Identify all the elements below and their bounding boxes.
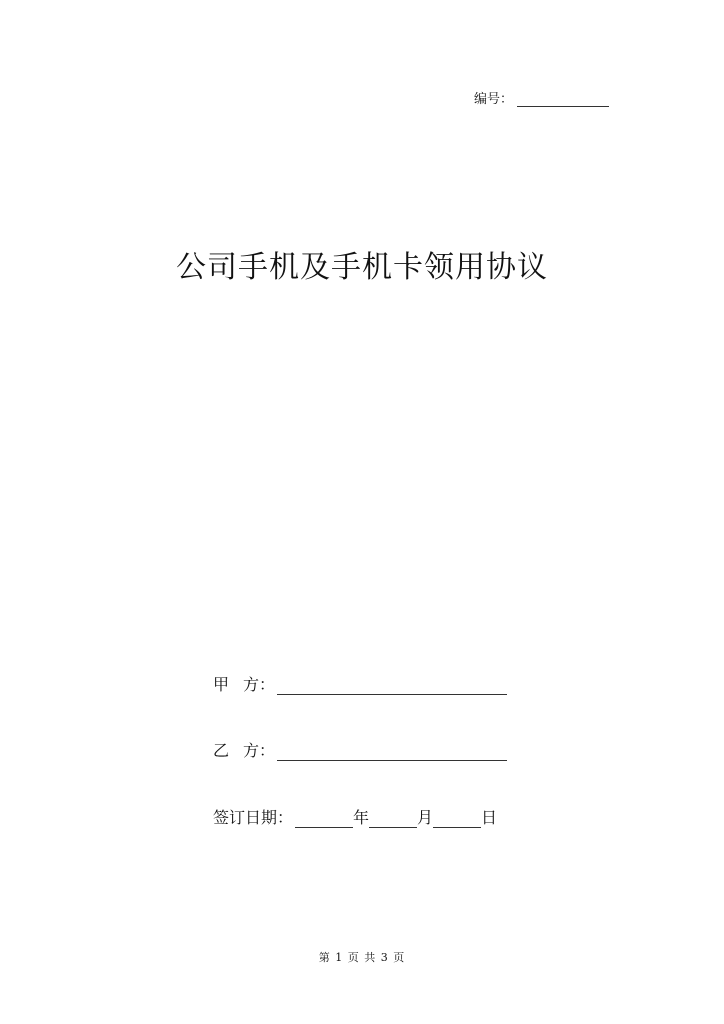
sign-date-label: 签订日期： bbox=[213, 808, 294, 827]
party-a-suffix: 方： bbox=[243, 675, 276, 694]
month-label: 月 bbox=[417, 808, 434, 827]
year-label: 年 bbox=[353, 808, 370, 827]
year-blank[interactable] bbox=[295, 809, 353, 828]
document-title: 公司手机及手机卡领用协议 bbox=[176, 250, 548, 285]
party-b-char: 乙 bbox=[213, 741, 230, 760]
party-a-char: 甲 bbox=[213, 675, 230, 694]
party-a-field bbox=[213, 672, 507, 695]
party-b-field bbox=[213, 738, 507, 761]
month-blank[interactable] bbox=[369, 809, 417, 828]
page-footer: 第 1 页 共 3 页 bbox=[318, 951, 406, 964]
party-b-blank[interactable] bbox=[277, 742, 507, 761]
day-blank[interactable] bbox=[433, 809, 481, 828]
serial-number-blank[interactable] bbox=[517, 92, 609, 107]
day-label: 日 bbox=[481, 808, 498, 827]
party-a-blank[interactable] bbox=[277, 676, 507, 695]
serial-number-label: 编号： bbox=[474, 92, 514, 107]
sign-date-field bbox=[213, 805, 497, 828]
party-b-suffix: 方： bbox=[243, 741, 276, 760]
serial-number-field bbox=[474, 88, 609, 107]
